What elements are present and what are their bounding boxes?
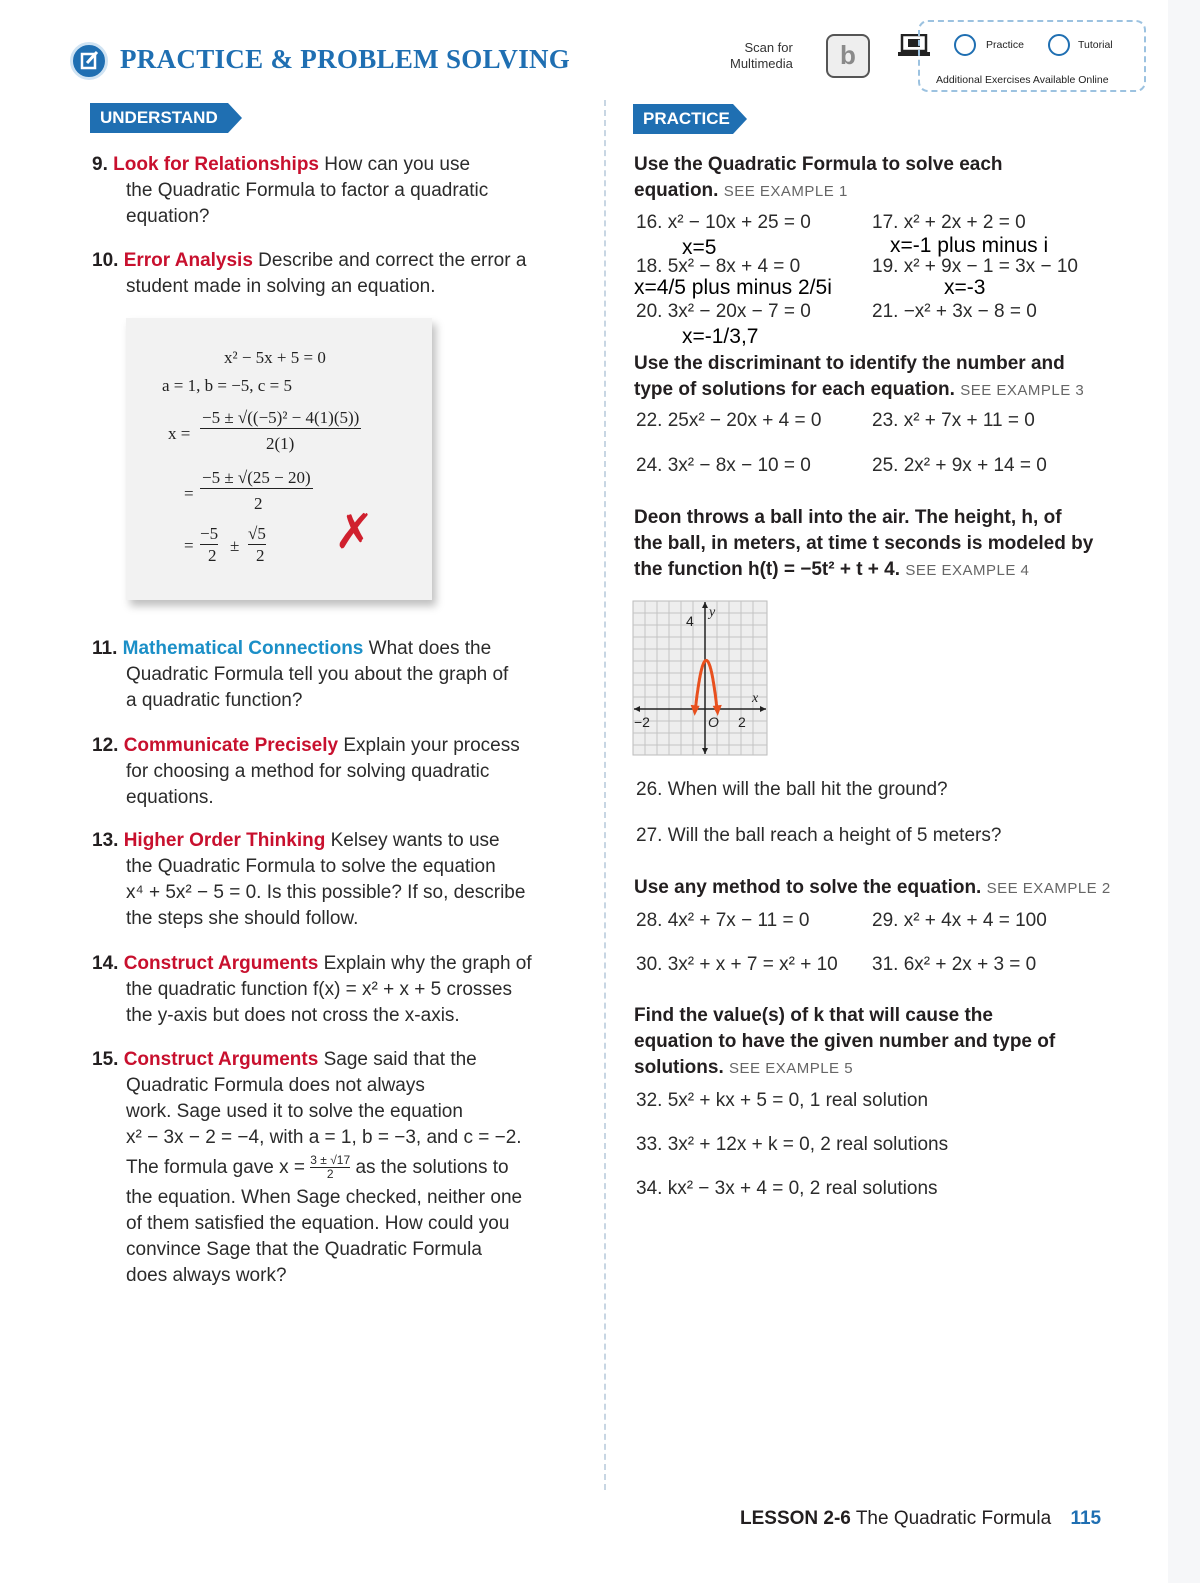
q14-label: Construct Arguments	[123, 953, 319, 974]
problem-28: 28. 4x² + 7x − 11 = 0	[636, 910, 810, 931]
see-example-3: SEE EXAMPLE 3	[960, 382, 1085, 399]
page-number: 115	[1070, 1508, 1102, 1529]
scan-line1: Scan for	[744, 40, 793, 55]
work-frac-b-num: √5	[248, 524, 266, 543]
q14-number: 14.	[92, 953, 119, 974]
q15-frac-den: 2	[326, 1167, 334, 1182]
multimedia-scan-icon[interactable]	[826, 34, 870, 78]
work-numerator-2: −5 ± √(25 − 20)	[202, 468, 311, 487]
q13-text: the steps she should follow.	[126, 908, 359, 929]
page-side-band	[1168, 0, 1200, 1583]
svg-text:b: b	[840, 40, 856, 70]
work-x-eq: x =	[168, 424, 191, 443]
instr-text: Find the value(s) of k that will cause the	[634, 1005, 993, 1026]
q15-text: convince Sage that the Quadratic Formula	[126, 1239, 482, 1260]
question-10	[92, 248, 592, 300]
instructions-quadratic-formula	[634, 152, 1003, 205]
instr-text: Use the discriminant to identify the number and	[634, 353, 1065, 374]
q13-text: the Quadratic Formula to solve the equation	[126, 856, 496, 877]
q12-number: 12.	[92, 735, 119, 756]
q14-text: the y-axis but does not cross the x-axis.	[126, 1005, 460, 1026]
instr-text: the ball, in meters, at time t seconds is modeled by	[634, 533, 1094, 554]
ball-height-graph	[632, 600, 768, 756]
answer-16: x=5	[682, 236, 717, 259]
work-coefficients: a = 1, b = −5, c = 5	[162, 376, 292, 395]
tutorial-link[interactable]: Tutorial	[1078, 39, 1113, 51]
q15-text: work. Sage used it to solve the equation	[126, 1101, 463, 1122]
x-tick-2: 2	[738, 714, 746, 730]
practice-link[interactable]: Practice	[986, 39, 1024, 51]
question-13	[92, 828, 592, 932]
see-example-4: SEE EXAMPLE 4	[905, 562, 1030, 579]
see-example-1: SEE EXAMPLE 1	[723, 183, 848, 200]
q15-text: the equation. When Sage checked, neither one	[126, 1187, 523, 1208]
work-numerator-1: −5 ± √((−5)² − 4(1)(5))	[202, 408, 360, 427]
q11-text: a quadratic function?	[126, 690, 303, 711]
problem-24: 24. 3x² − 8x − 10 = 0	[636, 455, 811, 476]
q9-text: equation?	[126, 206, 210, 227]
instr-text: type of solutions for each equation.	[634, 379, 955, 400]
work-frac-b-den: 2	[256, 546, 265, 565]
practice-logo-icon	[70, 42, 108, 80]
q15-text: The formula gave x =	[126, 1157, 306, 1178]
work-pm: ±	[230, 536, 240, 555]
problem-27: 27. Will the ball reach a height of 5 meters?	[636, 825, 1002, 846]
problem-26: 26. When will the ball hit the ground?	[636, 779, 948, 800]
q15-frac-num: 3 ± √17	[310, 1153, 351, 1168]
q9-label: Look for Relationships	[113, 154, 319, 175]
error-x-mark-icon: ✗	[334, 504, 375, 560]
q15-label: Construct Arguments	[123, 1049, 319, 1070]
footer-title: The Quadratic Formula	[855, 1508, 1052, 1529]
scan-line2: Multimedia	[730, 56, 793, 71]
q11-number: 11.	[92, 638, 118, 659]
tutorial-icon[interactable]	[1048, 34, 1070, 56]
problem-20: 20. 3x² − 20x − 7 = 0	[636, 301, 811, 322]
q15-text: Quadratic Formula does not always	[126, 1075, 425, 1096]
q13-label: Higher Order Thinking	[123, 830, 326, 851]
work-eq2: =	[184, 484, 194, 503]
q9-text: the Quadratic Formula to factor a quadratic	[126, 180, 489, 201]
instr-text: solutions.	[634, 1057, 724, 1078]
problem-19: 19. x² + 9x − 1 = 3x − 10	[872, 256, 1078, 277]
problem-32: 32. 5x² + kx + 5 = 0, 1 real solution	[636, 1090, 929, 1111]
x-tick-neg-2: −2	[634, 714, 650, 730]
question-12	[92, 733, 592, 811]
q13-text: Kelsey wants to use	[330, 830, 500, 851]
q10-text: student made in solving an equation.	[126, 276, 436, 297]
q12-text: Explain your process	[343, 735, 520, 756]
work-equation: x² − 5x + 5 = 0	[224, 348, 326, 367]
q15-text: does always work?	[126, 1265, 287, 1286]
question-15	[92, 1047, 592, 1289]
additional-exercises-note: Additional Exercises Available Online	[936, 74, 1109, 86]
q10-text: Describe and correct the error a	[258, 250, 527, 271]
page-title: PRACTICE & PROBLEM SOLVING	[120, 44, 571, 74]
q11-label: Mathematical Connections	[122, 638, 364, 659]
instr-text: equation to have the given number and type of	[634, 1031, 1056, 1052]
question-11	[92, 636, 592, 714]
problem-30: 30. 3x² + x + 7 = x² + 10	[636, 954, 838, 975]
work-frac-a-den: 2	[208, 546, 217, 565]
q15-text: Sage said that the	[323, 1049, 477, 1070]
answer-17: x=-1 plus minus i	[890, 234, 1049, 257]
q15-formula-line	[92, 1151, 592, 1185]
problem-23: 23. x² + 7x + 11 = 0	[872, 410, 1035, 431]
practice-icon[interactable]	[954, 34, 976, 56]
see-example-5: SEE EXAMPLE 5	[729, 1060, 854, 1077]
q15-text: as the solutions to	[355, 1157, 509, 1178]
error-analysis-sticky-note	[126, 318, 432, 600]
q11-text: Quadratic Formula tell you about the graph of	[126, 664, 509, 685]
q10-number: 10.	[92, 250, 119, 271]
q14-text: the quadratic function f(x) = x² + x + 5 crosses	[126, 979, 512, 1000]
work-frac-a-num: −5	[200, 524, 219, 543]
problem-22: 22. 25x² − 20x + 4 = 0	[636, 410, 822, 431]
q9-text: How can you use	[324, 154, 471, 175]
question-9	[92, 152, 582, 230]
q10-label: Error Analysis	[123, 250, 253, 271]
instructions-discriminant	[634, 351, 1084, 404]
online-resources-box	[918, 20, 1146, 92]
see-example-2: SEE EXAMPLE 2	[986, 880, 1111, 897]
q12-text: for choosing a method for solving quadratic	[126, 761, 490, 782]
question-14	[92, 951, 592, 1029]
q15-fraction	[310, 1154, 350, 1181]
problem-29: 29. x² + 4x + 4 = 100	[872, 910, 1047, 931]
q9-number: 9.	[92, 154, 108, 175]
problem-16: 16. x² − 10x + 25 = 0	[636, 212, 811, 233]
instr-text: Use any method to solve the equation.	[634, 877, 982, 898]
q13-number: 13.	[92, 830, 119, 851]
q11-text: What does the	[368, 638, 492, 659]
problem-25: 25. 2x² + 9x + 14 = 0	[872, 455, 1047, 476]
instr-text: Deon throws a ball into the air. The height, h, of	[634, 507, 1062, 528]
problem-21: 21. −x² + 3x − 8 = 0	[872, 301, 1037, 322]
answer-18: x=4/5 plus minus 2/5i	[634, 276, 832, 299]
work-denominator-2: 2	[254, 494, 263, 513]
answer-19: x=-3	[944, 276, 986, 299]
q12-text: equations.	[126, 787, 214, 808]
q15-text: x² − 3x − 2 = −4, with a = 1, b = −3, and c = −2.	[126, 1127, 522, 1148]
footer-lesson: LESSON 2-6	[740, 1508, 851, 1529]
instr-text: equation.	[634, 180, 719, 201]
q15-text: of them satisfied the equation. How could you	[126, 1213, 510, 1234]
q15-number: 15.	[92, 1049, 119, 1070]
y-axis-label: y	[709, 605, 716, 620]
practice-banner: PRACTICE	[633, 104, 733, 134]
problem-17: 17. x² + 2x + 2 = 0	[872, 212, 1026, 233]
q12-label: Communicate Precisely	[123, 735, 339, 756]
problem-18: 18. 5x² − 8x + 4 = 0	[636, 256, 801, 277]
instructions-any-method	[634, 875, 1111, 902]
y-tick-4: 4	[686, 613, 694, 629]
work-eq3: =	[184, 536, 194, 555]
instructions-ball-problem	[634, 505, 1093, 584]
q14-text: Explain why the graph of	[323, 953, 532, 974]
instr-text: Use the Quadratic Formula to solve each	[634, 154, 1003, 175]
problem-34: 34. kx² − 3x + 4 = 0, 2 real solutions	[636, 1178, 938, 1199]
instructions-find-k	[634, 1003, 1055, 1082]
page-footer	[740, 1508, 1101, 1530]
x-axis-label: x	[752, 691, 759, 706]
understand-banner: UNDERSTAND	[90, 103, 228, 133]
origin-label: O	[708, 714, 719, 730]
scan-for-multimedia	[730, 40, 793, 72]
problem-33: 33. 3x² + 12x + k = 0, 2 real solutions	[636, 1134, 949, 1155]
column-divider	[604, 100, 606, 1490]
answer-20: x=-1/3,7	[682, 325, 759, 348]
instr-text: the function h(t) = −5t² + t + 4.	[634, 559, 901, 580]
work-denominator-1: 2(1)	[266, 434, 295, 453]
problem-31: 31. 6x² + 2x + 3 = 0	[872, 954, 1037, 975]
q13-text: x⁴ + 5x² − 5 = 0. Is this possible? If so, describe	[126, 882, 526, 903]
